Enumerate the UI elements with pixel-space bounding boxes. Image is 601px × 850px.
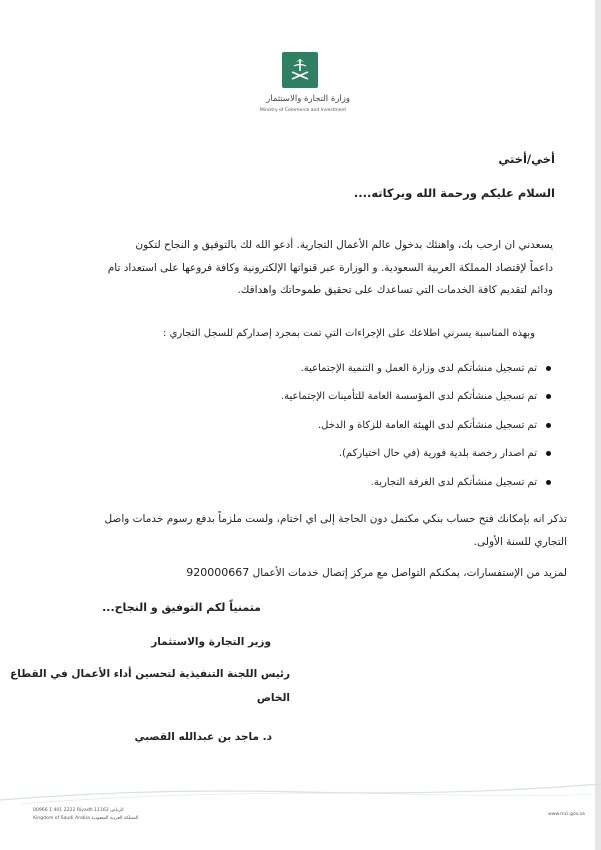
list-item (67, 474, 537, 502)
footer-kingdom-arabic: المملكة العربية السعودية (91, 816, 139, 821)
closing-line: متمنياً لكم التوفيق و النجاح... (102, 601, 261, 614)
signature-role-cont: الخاص (256, 692, 290, 704)
page-edge-shadow (595, 0, 601, 850)
list-item-text: تم تسجيل منشأتكم لدى الغرفة التجارية. (370, 476, 537, 488)
ministry-name-english: Ministry of Commerce and Investment (259, 108, 347, 113)
salutation: أخي/أختي (498, 152, 555, 166)
footer-phone: 00966 1 401 2222 Riyadh 11162 الرياض (33, 808, 124, 813)
signature-name: د. ماجد بن عبدالله القصبي (134, 731, 272, 743)
list-item (67, 360, 537, 388)
bullet-icon (546, 423, 551, 428)
list-item (67, 445, 537, 473)
footer-swoosh-decoration (0, 770, 601, 810)
ministry-emblem-icon (282, 52, 318, 88)
footer-kingdom (33, 816, 138, 821)
contact-line (186, 566, 567, 579)
intro-line: داعماً لإقتصاد المملكة العربية السعودية. و الوزارة عبر قنواتها الإلكترونية وكافة فروعها على استعداد تام (107, 261, 553, 274)
intro-line: ودائم لتقديم كافة الخدمات التي تساعدك على تحقيق طموحاتك واهدافك. (237, 284, 553, 296)
contact-number: 920000667 (186, 566, 250, 579)
greeting: السلام عليكم ورحمة الله وبركاته.... (353, 186, 555, 200)
list-item (67, 388, 537, 416)
ministry-name-arabic: وزارة التجارة والاستثمار (266, 94, 350, 104)
ministry-header (0, 52, 601, 122)
intro-line: يسعدني ان ارحب بك، واهنئك بدخول عالم الأعمال التجارية. أدعو الله لك بالتوفيق و النجاح لتكون (135, 239, 553, 251)
bullet-icon (546, 366, 551, 371)
contact-text: لمزيد من الإستفسارات، يمكنكم التواصل مع مركز إتصال خدمات الأعمال (252, 567, 567, 579)
bank-line: تذكر انه بإمكانك فتح حساب بنكي مكتمل دون الحاجة إلى اي اختام، ولست ملزماً بدفع رسوم خدمات واصل (104, 513, 567, 525)
bullet-icon (546, 394, 551, 399)
list-item-text: تم تسجيل منشأتكم لدى المؤسسة العامة للتأمينات الإجتماعية. (280, 391, 537, 403)
intro-paragraph (33, 234, 553, 302)
list-item-text: تم تسجيل منشأتكم لدى وزارة العمل و التنمية الإجتماعية. (300, 363, 537, 374)
procedures-list (67, 360, 537, 502)
footer-kingdom-english: Kingdom of Saudi Arabia (33, 816, 90, 821)
signature-role: رئيس اللجنة التنفيذية لتحسين أداء الأعمال في القطاع (10, 668, 290, 680)
list-item-text: تم اصدار رخصة بلدية فورية (في حال اختياركم). (338, 448, 537, 460)
bank-paragraph (27, 508, 567, 553)
procedures-intro: وبهذه المناسبة يسرني اطلاعك على الإجراءات التي تمت بمجرد إصداركم للسجل التجاري : (163, 328, 535, 339)
bullet-icon (546, 480, 551, 485)
list-item (67, 417, 537, 445)
list-item-text: تم تسجيل منشأتكم لدى الهيئة العامة للزكاة و الدخل. (317, 419, 537, 431)
bullet-icon (546, 451, 551, 456)
bank-line: التجاري للسنة الأولى. (473, 535, 567, 548)
signature-title: وزير التجارة والاستثمار (151, 636, 271, 648)
footer-website: www.mci.gov.sa (548, 812, 585, 817)
